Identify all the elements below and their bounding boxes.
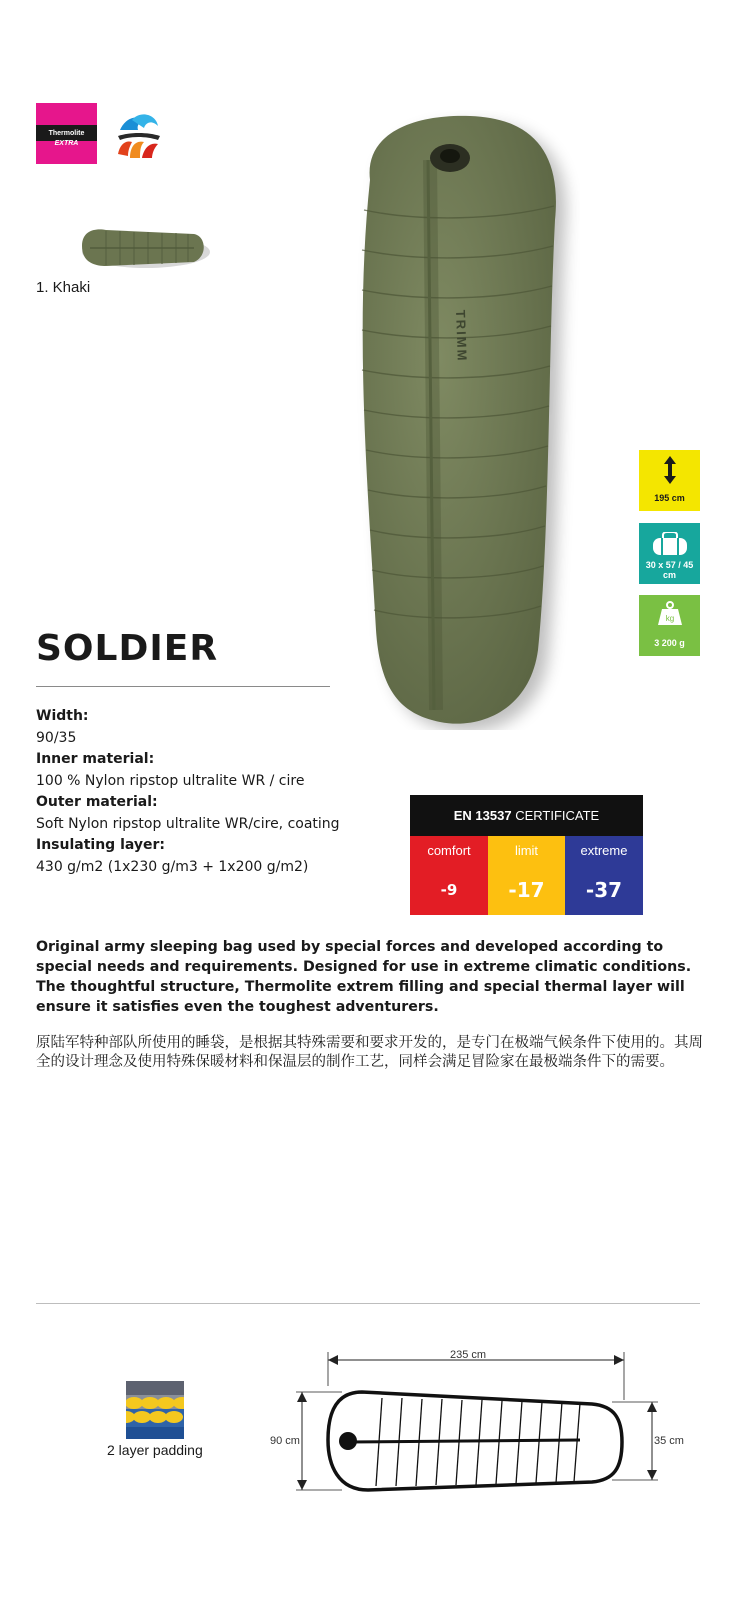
thermolite-extra-logo — [36, 103, 97, 164]
length-dimension: 235 cm — [449, 1349, 487, 1361]
logo-thermolite-text: Thermolite — [48, 130, 85, 137]
description-chinese: 原陆军特种部队所使用的睡袋，是根据其特殊需要和要求开发的，是专门在极端气候条件下使用的。其周全的设计理念及使用特殊保暖材料和保温层的制作工艺，同样会满足冒险家在最极端条件下的需要。 — [36, 1035, 703, 1070]
property-value: 100 % Nylon ripstop ultralite WR / cire — [36, 772, 305, 789]
head-width-dimension: 90 cm — [270, 1435, 300, 1447]
double-arrow-icon — [663, 456, 677, 484]
product-properties — [36, 706, 406, 878]
logo-extra-text: EXTRA — [54, 140, 79, 147]
product-title: SOLDIER — [36, 628, 219, 669]
certificate-header — [410, 795, 643, 836]
layer-padding-icon — [126, 1381, 184, 1439]
weight-value: 3 200 g — [654, 638, 685, 648]
certificate-code: EN 13537 — [453, 808, 512, 823]
limit-label: limit — [488, 836, 565, 865]
svg-text:TRIMM: TRIMM — [453, 309, 470, 363]
hot-cold-icon — [112, 110, 164, 160]
comfort-value: -9 — [410, 865, 488, 915]
extreme-value: -37 — [565, 865, 643, 915]
property-label: Width: — [36, 708, 89, 724]
khaki-variant-thumbnail[interactable] — [76, 222, 210, 272]
padding-label: 2 layer padding — [107, 1442, 203, 1458]
title-divider — [36, 686, 330, 687]
certificate-values-row — [410, 865, 643, 915]
pack-size-value: 30 x 57 / 45 cm — [645, 560, 694, 580]
extreme-label: extreme — [565, 836, 643, 865]
property-value: 90/35 — [36, 729, 77, 746]
sleeping-bag-image — [340, 110, 580, 730]
temperature-certificate-table — [410, 795, 643, 915]
description-english: Original army sleeping bag used by special forces and developed according to special needs and requirements. Designed for use in extreme climatic conditions. The thoughtful structure, Thermolite extrem filling and special thermal layer will ensure it satisfies even the toughest adventurers. — [36, 939, 692, 1015]
length-spec — [639, 450, 700, 511]
property-value: Soft Nylon ripstop ultralite WR/cire, coating — [36, 815, 340, 832]
comfort-label: comfort — [410, 836, 488, 865]
length-value: 195 cm — [654, 493, 685, 503]
property-value: 430 g/m2 (1x230 g/m3 + 1x200 g/m2) — [36, 858, 309, 875]
dimensions-diagram — [262, 1340, 702, 1510]
bag-icon — [651, 532, 689, 556]
section-divider — [36, 1303, 700, 1304]
limit-value: -17 — [488, 865, 565, 915]
property-label: Outer material: — [36, 794, 158, 810]
property-label: Insulating layer: — [36, 837, 166, 853]
pack-size-spec — [639, 523, 700, 584]
weight-icon — [657, 601, 683, 627]
weight-icon-text: kg — [665, 614, 674, 623]
foot-width-dimension: 35 cm — [654, 1435, 684, 1447]
weight-spec — [639, 595, 700, 656]
certificate-labels-row — [410, 836, 643, 865]
property-label: Inner material: — [36, 751, 155, 767]
certificate-word: CERTIFICATE — [511, 808, 600, 823]
variant-label-khaki[interactable]: 1. Khaki — [36, 279, 91, 296]
